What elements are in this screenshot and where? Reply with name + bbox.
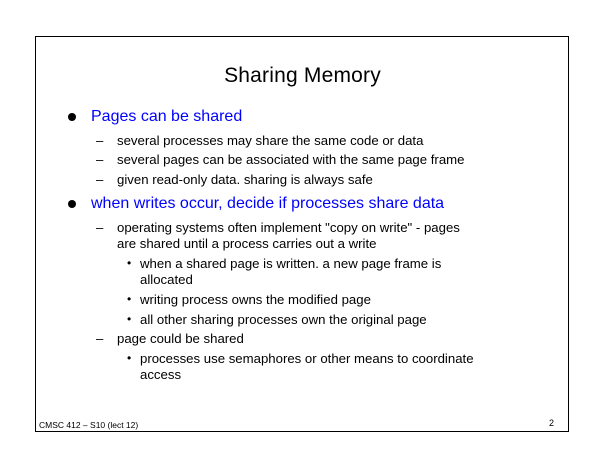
- page-number: 2: [549, 418, 555, 428]
- small-dot-icon: •: [127, 292, 132, 306]
- bullet-2-sub-1-line-1: operating systems often implement "copy on write" - pages: [117, 220, 460, 235]
- dash-icon: –: [96, 152, 104, 167]
- bullet-2-sub-1-item-1-line-1: when a shared page is written. a new page frame is: [140, 256, 442, 271]
- footer-course-label: CMSC 412 – S10 (lect 12): [39, 420, 139, 430]
- bullet-2-sub-1-item-3: all other sharing processes own the original page: [140, 312, 427, 327]
- bullet-2-sub-2-item-1-line-2: access: [140, 367, 182, 382]
- bullet-2-sub-2-item-1-line-1: processes use semaphores or other means to coordinate: [140, 351, 474, 366]
- bullet-2-text: when writes occur, decide if processes share data: [91, 195, 445, 212]
- bullet-2-sub-1-line-2: are shared until a process carries out a write: [117, 236, 377, 251]
- dash-icon: –: [96, 133, 104, 148]
- bullet-1-sub-1: several processes may share the same code or data: [117, 133, 424, 148]
- dash-icon: –: [96, 172, 104, 187]
- small-dot-icon: •: [127, 351, 132, 365]
- bullet-1-sub-2: several pages can be associated with the same page frame: [117, 152, 465, 167]
- bullet-dot-icon: [68, 113, 76, 121]
- bullet-dot-icon: [68, 200, 76, 208]
- slide-title: Sharing Memory: [224, 64, 381, 87]
- bullet-1-sub-3: given read-only data. sharing is always safe: [117, 172, 373, 187]
- bullet-1-text: Pages can be shared: [91, 108, 243, 125]
- bullet-2-sub-2: page could be shared: [117, 331, 244, 346]
- bullet-2-sub-1-item-1-line-2: allocated: [140, 272, 193, 287]
- small-dot-icon: •: [127, 256, 132, 270]
- bullet-2-sub-1-item-2: writing process owns the modified page: [140, 292, 371, 307]
- dash-icon: –: [96, 331, 104, 346]
- small-dot-icon: •: [127, 312, 132, 326]
- dash-icon: –: [96, 220, 104, 235]
